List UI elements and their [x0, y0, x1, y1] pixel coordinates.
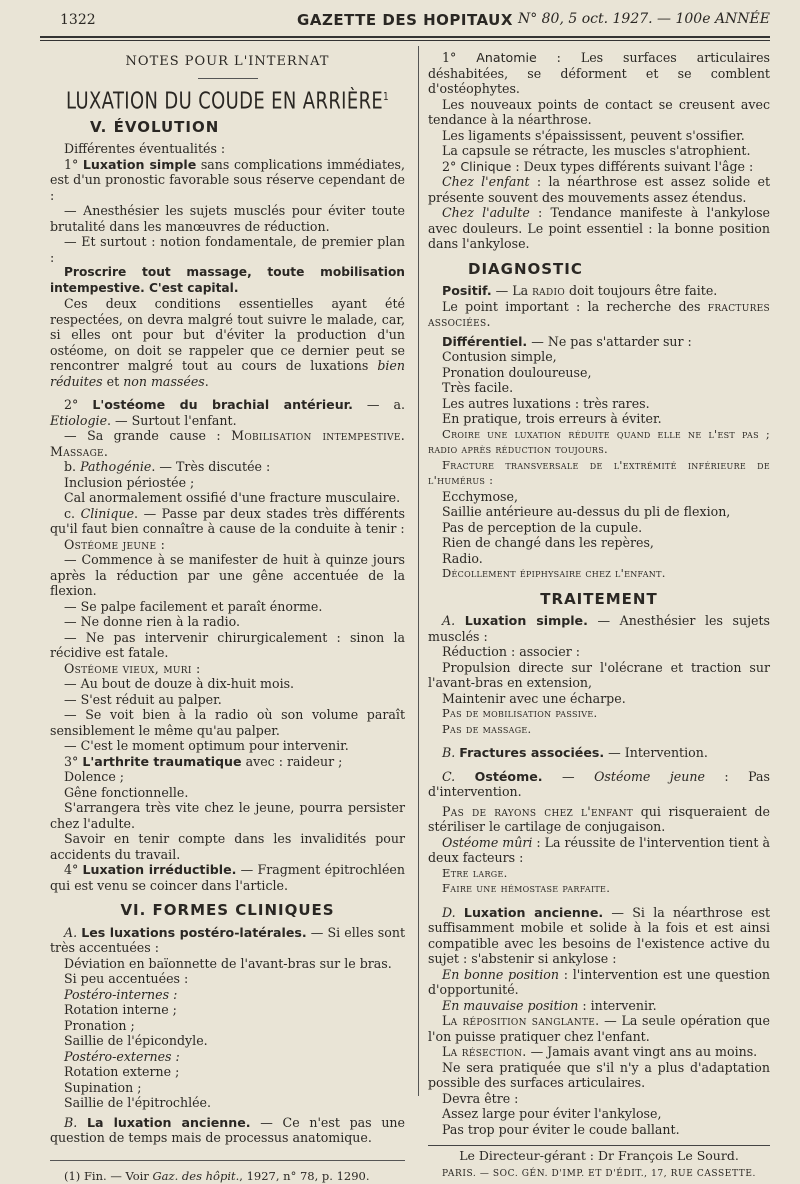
paragraph: Différentes éventualités :: [64, 141, 226, 157]
paragraph: c. Clinique. — Passe par deux stades très différents qu'il faut bien connaître à cause de la conduite à tenir :: [50, 505, 405, 537]
list-item: Pronation ;: [64, 1017, 135, 1033]
short-rule: [198, 78, 258, 79]
paragraph: 2° Clinique : Deux types différents suivant l'âge :: [442, 158, 754, 174]
paragraph: Pas de mobilisation passive.: [442, 706, 598, 720]
paragraph: — Sa grande cause : Mobilisation intempestive. Massage.: [50, 428, 405, 459]
list-item: Déviation en baïonnette de l'avant-bras sur le bras.: [64, 955, 392, 971]
paragraph: Différentiel. — Ne pas s'attarder sur :: [442, 333, 692, 349]
list-item: Ecchymose,: [442, 488, 518, 504]
paragraph: Ostéome mûri : La réussite de l'intervention tient à deux facteurs :: [428, 834, 770, 865]
paragraph: Pas de massage.: [442, 721, 532, 736]
list-item: Faire une hémostase parfaite.: [442, 881, 611, 895]
paragraph: — Et surtout : notion fondamentale, de premier plan :: [50, 234, 405, 265]
signature: Le Directeur-gérant : Dr François Le Sourd.: [459, 1148, 739, 1163]
header-rule: [40, 36, 770, 38]
left-column: [50, 50, 405, 1184]
paragraph: Proscrire tout massage, toute mobilisation intempestive. C'est capital.: [50, 265, 405, 295]
paragraph: En pratique, trois erreurs à éviter.: [442, 411, 662, 426]
paragraph: Propulsion directe sur l'olécrane et traction sur l'avant-bras en extension,: [428, 659, 770, 690]
paragraph: La résection. — Jamais avant vingt ans au moins.: [442, 1044, 758, 1059]
article-title: LUXATION DU COUDE EN ARRIÈRE$^1$: [65, 88, 390, 115]
series-heading: NOTES POUR L'INTERNAT: [125, 54, 330, 69]
list-item: Pronation douloureuse,: [442, 364, 592, 380]
list-item: Rotation interne ;: [64, 1002, 177, 1018]
list-item: Rotation externe ;: [64, 1064, 180, 1080]
paragraph: 1° Luxation simple sans complications immédiates, est d'un pronostic favorable sous réserve cependant de :: [50, 156, 405, 203]
paragraph: — Ne donne rien à la radio.: [64, 614, 241, 630]
section-formes-cliniques: VI. FORMES CLINIQUES: [120, 901, 335, 920]
paragraph: Le point important : la recherche des fractures associées.: [428, 298, 770, 329]
paragraph: Chez l'adulte : Tendance manifeste à l'ankylose avec douleurs. Le point essentiel : la bonne position dans l'ankylose.: [428, 205, 770, 251]
list-item: Dolence ;: [64, 769, 125, 785]
paragraph: — C'est le moment optimum pour intervenir.: [64, 738, 349, 754]
paragraph: Ces deux conditions essentielles ayant été respectées, on devra malgré tout suivre le malade, car, si elles ont pour but d'éviter la production d'un ostéome, on doit se rappeler que ce dernier peut se rencontrer malgré tout au cours de luxations bien réduites et non massées.: [50, 296, 405, 389]
paragraph: Pas de rayons chez l'enfant qui risqueraient de stériliser le cartilage de conjugaison.: [428, 803, 770, 834]
paragraph: Fracture transversale de l'extrémité inférieure de l'humérus :: [428, 457, 770, 487]
list-item: Pas trop pour éviter le coude ballant.: [442, 1121, 680, 1137]
page-number: 1322: [60, 12, 96, 28]
footnote-rule: [50, 1160, 405, 1161]
signature-rule: [428, 1145, 770, 1146]
paragraph: — Anesthésier les sujets musclés pour éviter toute brutalité dans les manœuvres de réduction.: [50, 203, 405, 234]
paragraph: — Se palpe facilement et paraît énorme.: [64, 598, 323, 614]
paragraph: — Commence à se manifester de huit à quinze jours après la réduction par une gêne accentuée de la flexion.: [50, 552, 405, 599]
list-item: Saillie de l'épicondyle.: [64, 1033, 208, 1049]
paragraph: B. Fractures associées. — Intervention.: [442, 745, 708, 760]
list-item: Si peu accentuées :: [64, 971, 189, 987]
list-item: Gêne fonctionnelle.: [64, 784, 189, 800]
paragraph: La réposition sanglante. — La seule opération que l'on puisse pratiquer chez l'enfant.: [428, 1013, 770, 1044]
list-item: Saillie antérieure au-dessus du pli de flexion,: [442, 504, 731, 519]
paragraph: Ne sera pratiquée que s'il n'y a plus d'adaptation possible des surfaces articulaires.: [428, 1059, 770, 1090]
paragraph: — Ne pas intervenir chirurgicalement : sinon la récidive est fatale.: [50, 629, 405, 661]
paragraph: b. Pathogénie. — Très discutée :: [64, 459, 271, 475]
list-item: Inclusion périostée ;: [64, 474, 195, 490]
paragraph: La capsule se rétracte, les muscles s'atrophient.: [442, 143, 751, 158]
section-evolution: V. ÉVOLUTION: [90, 117, 220, 136]
list-item: Pas de perception de la cupule.: [442, 519, 643, 535]
list-item: Etre large.: [442, 865, 508, 880]
paragraph: — Au bout de douze à dix-huit mois.: [64, 676, 295, 692]
paragraph: — S'est réduit au palper.: [64, 691, 222, 707]
paragraph: 3° L'arthrite traumatique avec : raideur ;: [64, 753, 343, 769]
paragraph: — Se voit bien à la radio où son volume paraît sensiblement le même qu'au palper.: [50, 707, 405, 738]
paragraph: En mauvaise position : intervenir.: [442, 997, 657, 1013]
printer-line: PARIS. — SOC. GÉN. D'IMP. ET D'ÉDIT., 17, RUE CASSETTE.: [442, 1168, 756, 1179]
list-item: Cal anormalement ossifié d'une fracture musculaire.: [64, 490, 401, 506]
issue-info: N° 80, 5 oct. 1927. — 100e ANNÉE: [517, 11, 770, 27]
list-item: Contusion simple,: [442, 349, 557, 364]
paragraph: B. La luxation ancienne. — Ce n'est pas une question de temps mais de processus anatomique.: [50, 1114, 405, 1146]
paragraph: Les nouveaux points de contact se creusent avec tendance à la néarthrose.: [428, 96, 770, 127]
paragraph: Chez l'enfant : la néarthrose est assez solide et présente souvent des mouvements assez étendus.: [428, 174, 771, 205]
list-item: Saillie de l'épitrochlée.: [64, 1095, 212, 1111]
list-item: Supination ;: [64, 1079, 142, 1095]
list-item: Postéro-externes :: [64, 1048, 180, 1064]
right-column: [428, 50, 770, 1182]
subheading: Ostéome jeune :: [64, 536, 166, 552]
paragraph: 1° Anatomie : Les surfaces articulaires déshabitées, se déforment et se comblent d'ostéophytes.: [428, 50, 770, 96]
list-item: Rien de changé dans les repères,: [442, 535, 654, 550]
page-header: [40, 8, 770, 34]
paragraph: Positif. — La radio doit toujours être faite.: [442, 283, 718, 298]
paragraph: En bonne position : l'intervention est une question d'opportunité.: [428, 966, 771, 997]
paragraph: Décollement épiphysaire chez l'enfant.: [442, 566, 666, 580]
list-item: Très facile.: [442, 380, 514, 395]
section-traitement: TRAITEMENT: [540, 589, 658, 608]
paragraph: Les ligaments s'épaississent, peuvent s'ossifier.: [442, 127, 745, 143]
section-diagnostic: DIAGNOSTIC: [468, 259, 583, 278]
footnote: (1) Fin. — Voir Gaz. des hôpit., 1927, n° 78, p. 1290.: [64, 1168, 370, 1183]
paragraph: A. Luxation simple. — Anesthésier les sujets musclés :: [428, 613, 771, 644]
paragraph: 2° L'ostéome du brachial antérieur. — a. Etiologie. — Surtout l'enfant.: [50, 397, 405, 428]
paragraph: S'arrangera très vite chez le jeune, pourra persister chez l'adulte.: [50, 800, 405, 831]
paragraph: A. Les luxations postéro-latérales. — Si elles sont très accentuées :: [50, 924, 406, 956]
list-item: Postéro-internes :: [64, 986, 178, 1002]
list-item: Assez large pour éviter l'ankylose,: [442, 1106, 662, 1121]
column-divider: [418, 46, 419, 1096]
paragraph: C. Ostéome. — Ostéome jeune : Pas d'intervention.: [428, 768, 770, 799]
paragraph: D. Luxation ancienne. — Si la néarthrose est suffisamment mobile et solide à la fois et est ainsi compatible avec les besoins de l'existence active du sujet : s'abstenir si ankylose :: [428, 904, 771, 966]
paragraph: Réduction : associer :: [442, 644, 581, 659]
paragraph: Devra être :: [442, 1090, 519, 1106]
paragraph: Croire une luxation réduite quand elle ne l'est pas ; radio après réduction toujours.: [428, 426, 770, 456]
header-rule-thin: [40, 40, 770, 41]
paragraph: 4° Luxation irréductible. — Fragment épitrochléen qui est venu se coincer dans l'article.: [50, 862, 405, 893]
paragraph: Maintenir avec une écharpe.: [442, 690, 626, 706]
subheading: Ostéome vieux, muri :: [64, 660, 201, 676]
journal-title: GAZETTE DES HOPITAUX: [297, 11, 513, 29]
footnote-ref: 1: [383, 89, 390, 103]
list-item: Les autres luxations : très rares.: [442, 395, 650, 411]
paragraph: Savoir en tenir compte dans les invalidités pour accidents du travail.: [50, 831, 405, 862]
list-item: Radio.: [442, 550, 483, 566]
